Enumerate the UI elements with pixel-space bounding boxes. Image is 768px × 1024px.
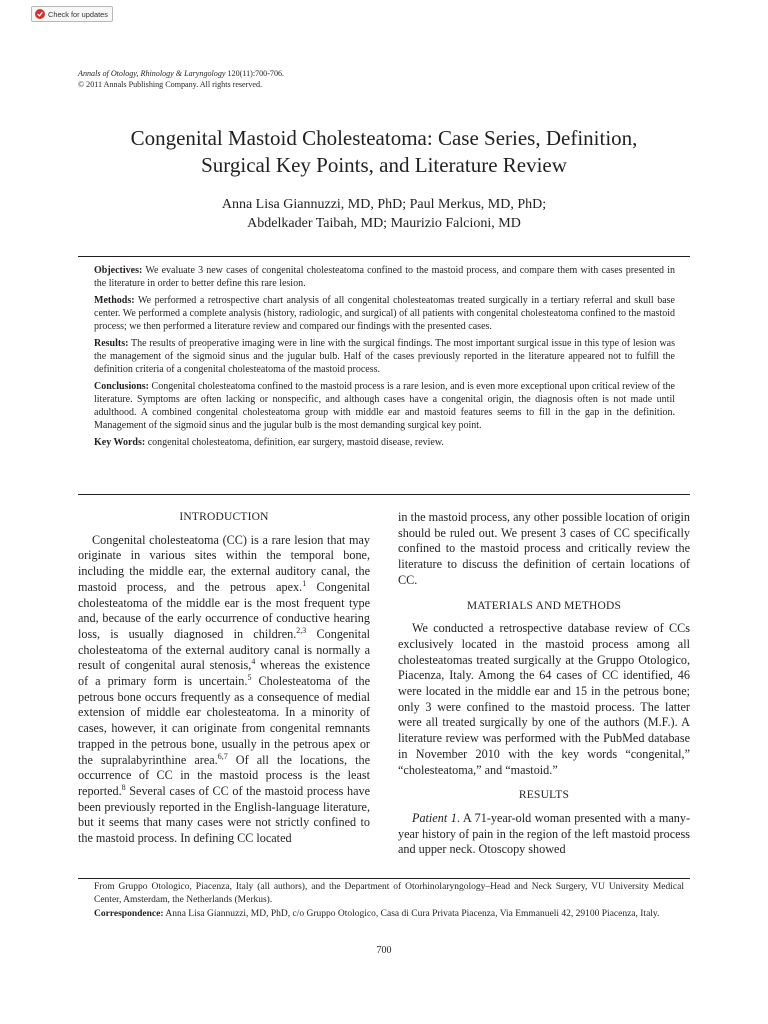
methods-heading: MATERIALS AND METHODS [466, 599, 622, 612]
page-number: 700 [376, 945, 392, 956]
conclusions-text: Congenital cholesteatoma confined to the mastoid process is a rare lesion, and is even more exceptional upon critical review of the literature. Symptoms are often lacking or nonspecific, and although cases have a congenital origin, the diagnosis often is not made until adulthood. A combined congenital cholesteatoma group with middle ear and mastoid features seems to fill in the gap in the definition. Management of the sigmoid sinus and the jugular bulb is the most demanding surgical key point. [94, 381, 675, 431]
keywords-label: Key Words: [94, 437, 146, 448]
body-column-left [78, 510, 370, 847]
citation-ref: 1 [302, 578, 307, 588]
affiliation-note: From Gruppo Otologico, Piacenza, Italy (all authors), and the Department of Otorhinolaryngology–Head and Neck Surgery, VU University Medical Center, Amsterdam, the Netherlands (Merkus). [94, 882, 684, 905]
abstract-bottom-rule [78, 494, 690, 495]
keywords-text: congenital cholesteatoma, definition, ear surgery, mastoid disease, review. [145, 437, 444, 448]
footnotes [94, 881, 684, 923]
intro-text-1: Congenital cholesteatoma (CC) is a rare lesion that may originate in various sites within the temporal bone, including the middle ear, the external auditory canal, the mastoid process, and the petrous apex. [78, 532, 370, 594]
title-line-2: Surgical Key Points, and Literature Review [201, 153, 567, 177]
citation-ref: 2,3 [296, 625, 307, 635]
article-title [60, 125, 708, 179]
objectives-text: We evaluate 3 new cases of congenital cholesteatoma confined to the mastoid process, and compare them with cases presented in the literature in order to better define this rare lesion. [94, 265, 675, 289]
patient-label: Patient 1 [412, 810, 457, 825]
intro-text-3: Congenital cholesteatoma of the external auditory canal is normally a result of congenital aural stenosis, [78, 626, 370, 673]
patient-text: . A 71-year-old woman presented with a many-year history of pain in the region of the left mastoid process and upper neck. Otoscopy showed [398, 810, 690, 857]
journal-citation [78, 68, 284, 79]
citation-ref: 6,7 [217, 751, 228, 761]
introduction-continued: in the mastoid process, any other possible location of origin should be ruled out. We present 3 cases of CC specifically confined to the mastoid process and critically review the literature to discuss the definition of certain locations of CC. [398, 510, 690, 587]
journal-volume: 120(11):700-706. [225, 69, 285, 78]
methods-text: We performed a retrospective chart analysis of all congenital cholesteatomas treated surgically in a tertiary referral and skull base center. We performed a complete analysis (history, radiologic, and surgical) of all patients with congenital cholesteatoma confined to the mastoid process; we then performed a literature review and compared our findings with the presented cases. [94, 295, 675, 332]
intro-text-6: Of all the locations, the occurrence of CC in the mastoid process is the least reported. [78, 752, 370, 798]
check-updates-icon [35, 9, 45, 19]
abstract-keywords [94, 436, 675, 449]
intro-text-5: Cholesteatoma of the petrous bone occurs frequently as a consequence of medial extension of middle ear cholesteatoma. In a minority of cases, however, it can originate from congenital remnants trapped in the petrous bone, usually in the petrous apex or the supralabyrinthine area. [78, 674, 370, 767]
correspondence-text: Anna Lisa Giannuzzi, MD, PhD, c/o Gruppo Otologico, Casa di Cura Privata Piacenza, Via Emmanueli 42, 29100 Piacenza, Italy. [163, 909, 660, 919]
correspondence-note [94, 908, 684, 921]
authors-line-2: Abdelkader Taibah, MD; Maurizio Falcioni, MD [247, 216, 521, 231]
intro-text-2: Congenital cholesteatoma of the middle ear is the most frequent type and, because of the early occurrence of conductive hearing loss, is usually diagnosed in children. [78, 579, 371, 641]
authors-line-1: Anna Lisa Giannuzzi, MD, PhD; Paul Merkus, MD, PhD; [221, 197, 547, 212]
title-line-1: Congenital Mastoid Cholesteatoma: Case Series, Definition, [130, 126, 638, 150]
methods-label: Methods: [94, 295, 135, 306]
footnote-rule [78, 878, 690, 879]
abstract-results [94, 337, 675, 376]
citation-ref: 5 [247, 672, 252, 682]
results-heading: RESULTS [518, 789, 570, 802]
conclusions-label: Conclusions: [94, 381, 150, 392]
intro-text-7: Several cases of CC of the mastoid process have been previously reported in the English-language literature, but it seems that many cases were not strictly confined to the mastoid process. In defining CC located [78, 783, 370, 846]
journal-header [78, 68, 284, 90]
introduction-heading: INTRODUCTION [179, 511, 269, 523]
journal-copyright: © 2011 Annals Publishing Company. All rights reserved. [78, 80, 263, 89]
check-for-updates-button[interactable] [31, 6, 113, 22]
abstract-top-rule [78, 256, 690, 257]
author-list [60, 195, 708, 233]
abstract-conclusions [94, 380, 675, 432]
correspondence-label: Correspondence: [94, 909, 164, 919]
methods-paragraph: We conducted a retrospective database review of CCs exclusively located in the mastoid process among all cholesteatomas treated surgically at the Gruppo Otologico, Piacenza, Italy. Among the 64 cases of CC identified, 46 were located in the middle ear and 15 in the petrous bone; only 3 were confined to the mastoid process. The latter were all treated surgically by one of the authors (M.F.). A literature review was performed with the PubMed database in November 2010 with the key words “congenital,” “cholesteatoma,” and “mastoid.” [398, 621, 690, 777]
objectives-label: Objectives: [94, 265, 143, 276]
abstract [94, 264, 675, 453]
abstract-objectives [94, 264, 675, 290]
introduction-paragraph [78, 533, 370, 847]
body-column-right [398, 510, 690, 858]
results-label: Results: [94, 338, 129, 349]
results-paragraph [398, 811, 690, 858]
citation-ref: 8 [121, 782, 126, 792]
check-for-updates-label: Check for updates [48, 9, 108, 19]
results-text: The results of preoperative imaging were in line with the surgical findings. The most important surgical issue in this type of lesion was the management of the sigmoid sinus and the jugular bulb. Half of the cases previously reported in the literature appeared not to fulfill the definition criteria of a congenital cholesteatoma of the mastoid process. [94, 338, 675, 375]
intro-text-4: whereas the existence of a primary form is uncertain. [78, 658, 371, 689]
abstract-methods [94, 294, 675, 333]
citation-ref: 4 [251, 657, 256, 667]
journal-name: Annals of Otology, Rhinology & Laryngology [78, 69, 226, 78]
